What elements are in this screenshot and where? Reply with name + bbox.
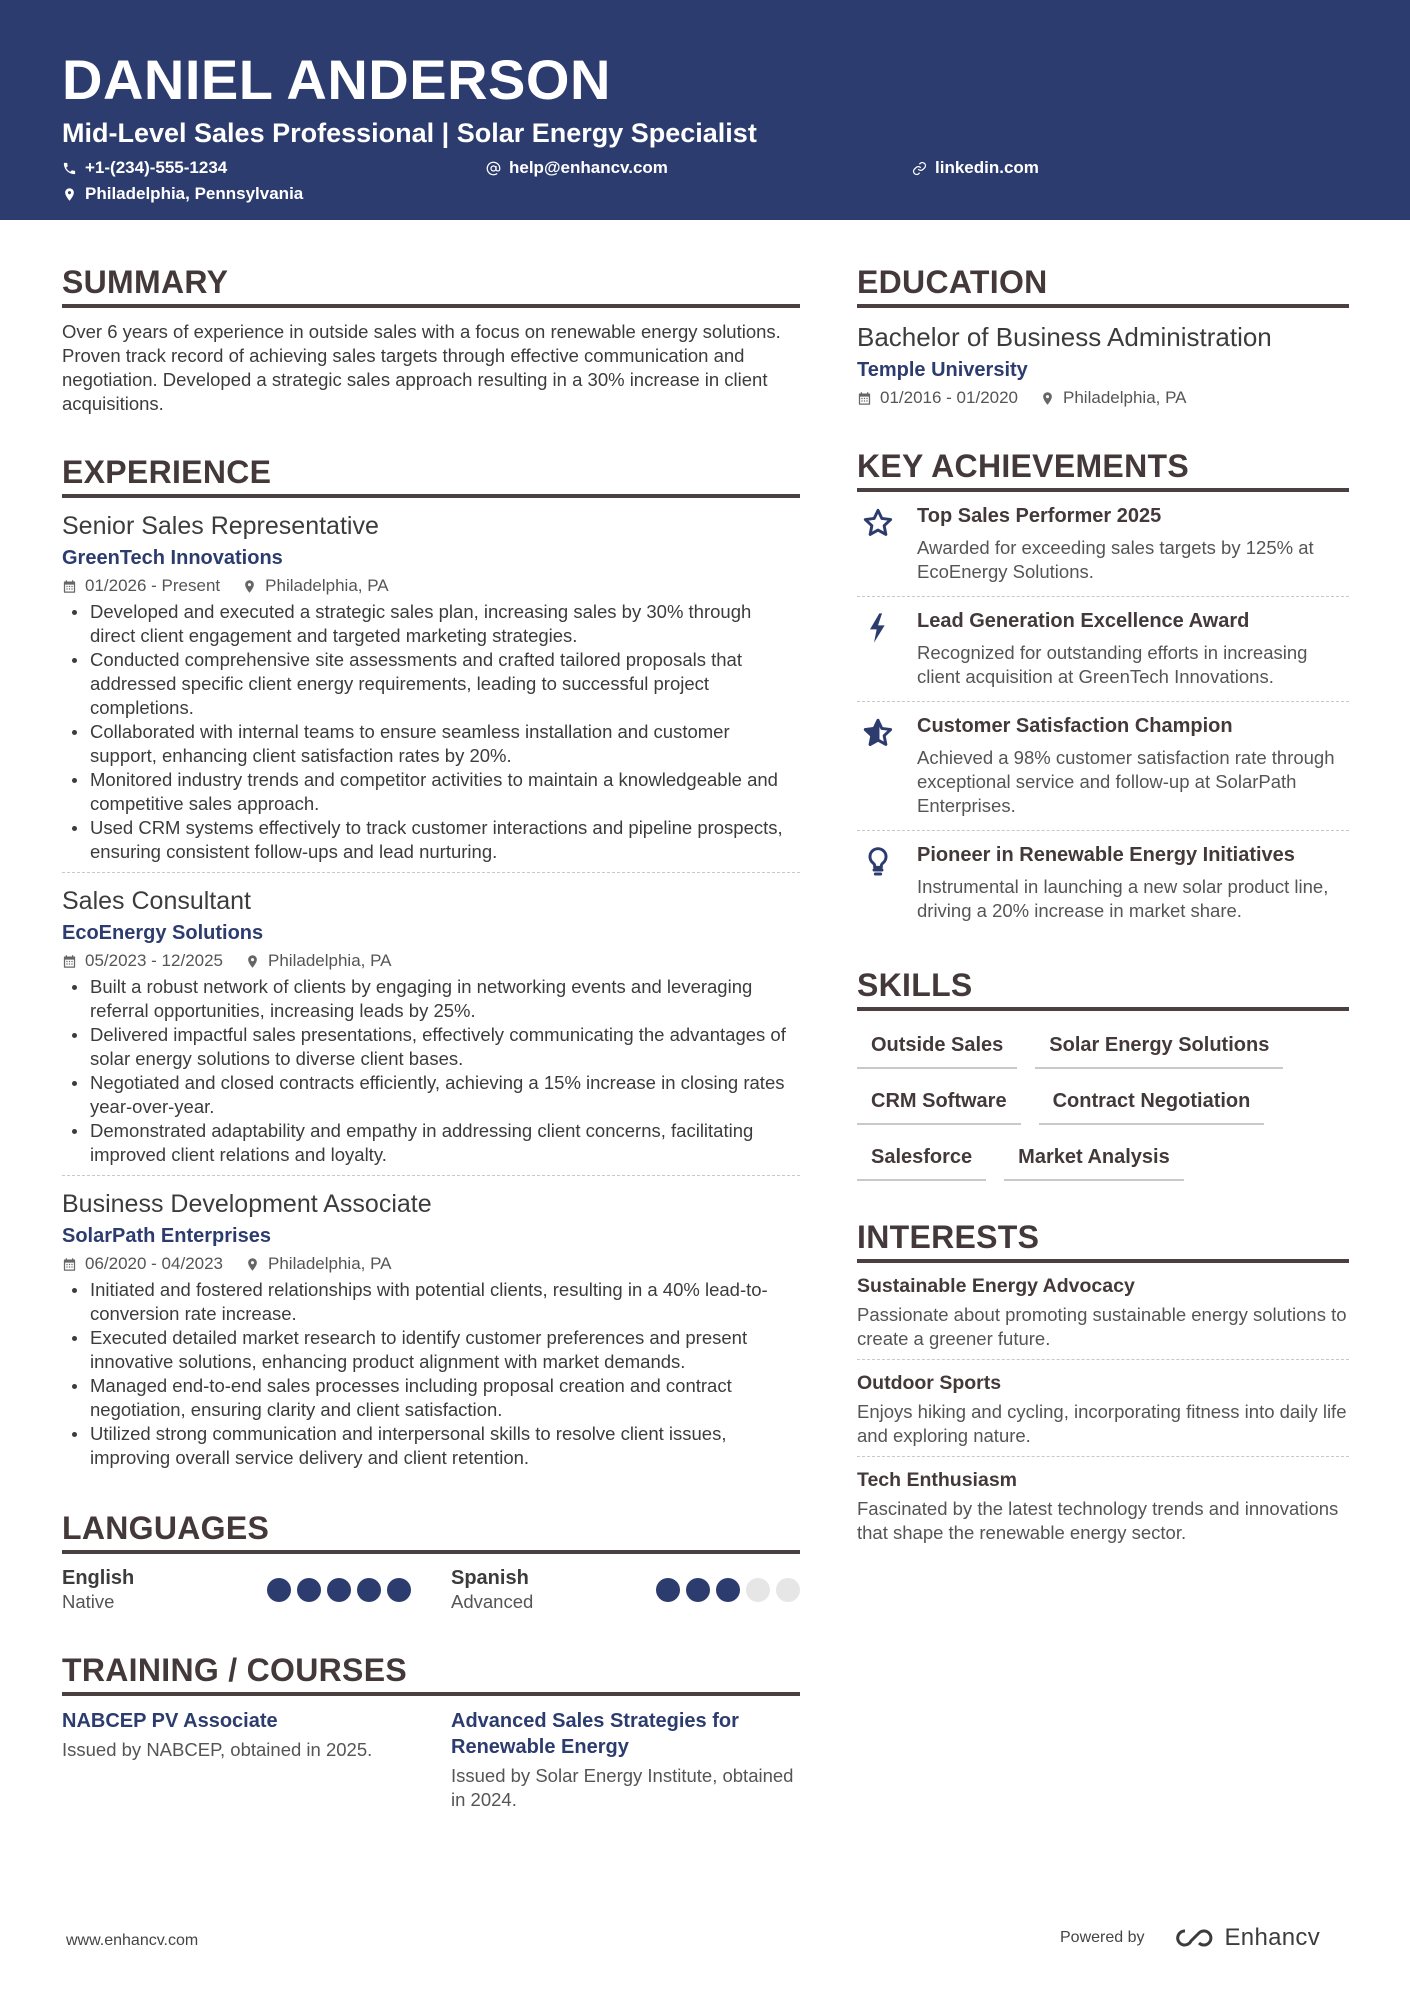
lightning-bolt-icon xyxy=(862,611,894,645)
location-pin-icon xyxy=(245,1257,260,1272)
achievement-title: Top Sales Performer 2025 xyxy=(917,505,1162,527)
job-entry xyxy=(62,1176,800,1478)
course-item xyxy=(62,1708,411,1812)
job-bullet: Executed detailed market research to identify customer preferences and present innovative solutions, enhancing product alignment with market demands. xyxy=(62,1326,800,1374)
language-item xyxy=(62,1566,411,1614)
job-bullet: Monitored industry trends and competitor activities to maintain a knowledgeable and competitive sales approach. xyxy=(62,768,800,816)
education-section xyxy=(857,262,1349,410)
interests-section xyxy=(857,1217,1349,1553)
language-item xyxy=(451,1566,800,1614)
education-location: Philadelphia, PA xyxy=(1063,388,1187,407)
linkedin-text: linkedin.com xyxy=(935,158,1039,177)
interest-title: Outdoor Sports xyxy=(857,1372,1002,1394)
interest-item xyxy=(857,1457,1349,1553)
enhancv-logo-icon xyxy=(1171,1926,1215,1950)
job-bullet: Developed and executed a strategic sales plan, increasing sales by 30% through direct client engagement and targeted marketing strategies. xyxy=(62,600,800,648)
location-pin-icon xyxy=(62,187,77,202)
rating-dot-empty xyxy=(776,1578,800,1602)
rating-dot-filled xyxy=(656,1578,680,1602)
skill-tag: Contract Negotiation xyxy=(1039,1083,1265,1125)
link-icon xyxy=(912,161,927,176)
contact-linkedin[interactable] xyxy=(912,158,1039,178)
skill-tag: Market Analysis xyxy=(1004,1139,1184,1181)
job-bullets xyxy=(62,1278,800,1470)
job-bullet: Initiated and fostered relationships with potential clients, resulting in a 40% lead-to-conversion rate increase. xyxy=(62,1278,800,1326)
skill-tag: Solar Energy Solutions xyxy=(1035,1027,1283,1069)
language-name: Spanish xyxy=(451,1567,529,1589)
calendar-icon xyxy=(62,1257,77,1272)
course-desc: Issued by NABCEP, obtained in 2025. xyxy=(62,1739,373,1760)
star-half-icon xyxy=(862,716,894,750)
summary-heading: SUMMARY xyxy=(62,262,800,308)
achievement-item xyxy=(857,597,1349,702)
left-column xyxy=(62,262,800,1848)
job-location: Philadelphia, PA xyxy=(265,576,389,595)
experience-heading: EXPERIENCE xyxy=(62,452,800,498)
education-heading: EDUCATION xyxy=(857,262,1349,308)
contact-info xyxy=(62,158,1348,210)
education-meta xyxy=(857,386,1349,410)
rating-dot-filled xyxy=(716,1578,740,1602)
contact-location xyxy=(62,184,303,204)
brand-name: Enhancv xyxy=(1224,1924,1320,1951)
achievements-heading: KEY ACHIEVEMENTS xyxy=(857,446,1349,492)
job-dates: 01/2026 - Present xyxy=(85,576,221,595)
footer-website[interactable]: www.enhancv.com xyxy=(66,1932,199,1949)
interest-desc: Passionate about promoting sustainable energy solutions to create a greener future. xyxy=(857,1304,1347,1349)
achievement-desc: Awarded for exceeding sales targets by 125% at EcoEnergy Solutions. xyxy=(917,537,1314,582)
course-name: NABCEP PV Associate xyxy=(62,1710,278,1732)
interest-item xyxy=(857,1360,1349,1457)
at-sign-icon xyxy=(486,161,501,176)
job-entry xyxy=(62,873,800,1176)
courses-list xyxy=(62,1708,800,1812)
achievement-item xyxy=(857,492,1349,597)
achievement-title: Customer Satisfaction Champion xyxy=(917,715,1233,737)
contact-email[interactable] xyxy=(486,158,668,178)
candidate-name: DANIEL ANDERSON xyxy=(62,48,611,111)
calendar-icon xyxy=(857,391,872,406)
rating-dot-filled xyxy=(297,1578,321,1602)
job-bullet: Built a robust network of clients by engaging in networking events and leveraging referral opportunities, increasing leads by 25%. xyxy=(62,975,800,1023)
job-bullet: Used CRM systems effectively to track customer interactions and pipeline prospects, ensuring consistent follow-ups and lead nurturing. xyxy=(62,816,800,864)
calendar-icon xyxy=(62,579,77,594)
phone-icon xyxy=(62,161,77,176)
job-bullet: Conducted comprehensive site assessments and crafted tailored proposals that addressed specific client energy requirements, leading to successful project completions. xyxy=(62,648,800,720)
company-name: EcoEnergy Solutions xyxy=(62,922,264,944)
interest-item xyxy=(857,1263,1349,1360)
achievement-item xyxy=(857,702,1349,831)
job-meta xyxy=(62,574,800,598)
job-meta xyxy=(62,1252,800,1276)
interest-desc: Fascinated by the latest technology trends and innovations that shape the renewable energy sector. xyxy=(857,1498,1339,1543)
degree: Bachelor of Business Administration xyxy=(857,322,1272,352)
achievement-title: Lead Generation Excellence Award xyxy=(917,610,1250,632)
job-location: Philadelphia, PA xyxy=(268,951,392,970)
enhancv-logo[interactable] xyxy=(1171,1924,1321,1952)
training-section xyxy=(62,1650,800,1812)
job-bullet: Utilized strong communication and interpersonal skills to resolve client issues, improving overall service delivery and client retention. xyxy=(62,1422,800,1470)
rating-dot-empty xyxy=(746,1578,770,1602)
footer-branding xyxy=(1060,1924,1320,1952)
language-level: Native xyxy=(62,1591,115,1612)
skill-tag: Outside Sales xyxy=(857,1027,1017,1069)
rating-dot-filled xyxy=(686,1578,710,1602)
skill-tag: Salesforce xyxy=(857,1139,986,1181)
interest-desc: Enjoys hiking and cycling, incorporating fitness into daily life and exploring nature. xyxy=(857,1401,1347,1446)
right-column xyxy=(857,262,1349,1589)
location-pin-icon xyxy=(245,954,260,969)
contact-phone[interactable] xyxy=(62,158,227,178)
rating-dot-filled xyxy=(267,1578,291,1602)
rating-dot-filled xyxy=(357,1578,381,1602)
course-item xyxy=(451,1708,800,1812)
email-text: help@enhancv.com xyxy=(509,158,668,177)
job-title: Sales Consultant xyxy=(62,887,252,915)
location-pin-icon xyxy=(1040,391,1055,406)
education-dates: 01/2016 - 01/2020 xyxy=(880,388,1019,407)
job-bullets xyxy=(62,975,800,1167)
achievement-desc: Recognized for outstanding efforts in increasing client acquisition at GreenTech Innovations. xyxy=(917,642,1308,687)
languages-section xyxy=(62,1508,800,1614)
rating-dot-filled xyxy=(387,1578,411,1602)
job-bullets xyxy=(62,600,800,864)
lightbulb-icon xyxy=(862,845,894,879)
phone-text: +1-(234)-555-1234 xyxy=(85,158,228,177)
achievement-desc: Achieved a 98% customer satisfaction rate through exceptional service and follow-up at SolarPath Enterprises. xyxy=(917,747,1335,816)
interests-heading: INTERESTS xyxy=(857,1217,1349,1263)
summary-section xyxy=(62,262,800,416)
achievements-section xyxy=(857,446,1349,935)
job-title: Senior Sales Representative xyxy=(62,512,379,540)
company-name: GreenTech Innovations xyxy=(62,547,283,569)
job-bullet: Managed end-to-end sales processes including proposal creation and contract negotiation, ensuring clarity and client satisfaction. xyxy=(62,1374,800,1422)
achievement-desc: Instrumental in launching a new solar product line, driving a 20% increase in market share. xyxy=(917,876,1329,921)
job-bullet: Collaborated with internal teams to ensure seamless installation and customer support, enhancing client satisfaction rates by 20%. xyxy=(62,720,800,768)
job-location: Philadelphia, PA xyxy=(268,1254,392,1273)
interest-title: Sustainable Energy Advocacy xyxy=(857,1275,1135,1297)
summary-text: Over 6 years of experience in outside sales with a focus on renewable energy solutions. Proven track record of achieving sales targets through effective communication and negotiation. Developed a strategic sales approach resulting in a 30% increase in client acquisitions. xyxy=(62,321,781,414)
school-name: Temple University xyxy=(857,359,1028,381)
languages-heading: LANGUAGES xyxy=(62,1508,800,1554)
job-bullet: Delivered impactful sales presentations, effectively communicating the advantages of solar energy solutions to diverse client bases. xyxy=(62,1023,800,1071)
language-name: English xyxy=(62,1567,135,1589)
location-pin-icon xyxy=(242,579,257,594)
language-rating xyxy=(267,1578,411,1602)
course-name: Advanced Sales Strategies for Renewable Energy xyxy=(451,1710,739,1758)
experience-section xyxy=(62,452,800,1478)
job-title: Business Development Associate xyxy=(62,1190,432,1218)
company-name: SolarPath Enterprises xyxy=(62,1225,271,1247)
language-level: Advanced xyxy=(451,1591,534,1612)
job-entry xyxy=(62,498,800,873)
interest-title: Tech Enthusiasm xyxy=(857,1469,1018,1491)
course-desc: Issued by Solar Energy Institute, obtained in 2024. xyxy=(451,1765,794,1810)
skills-section xyxy=(857,965,1349,1181)
powered-by-label: Powered by xyxy=(1060,1929,1145,1946)
job-dates: 05/2023 - 12/2025 xyxy=(85,951,224,970)
language-rating xyxy=(656,1578,800,1602)
rating-dot-filled xyxy=(327,1578,351,1602)
job-dates: 06/2020 - 04/2023 xyxy=(85,1254,224,1273)
calendar-icon xyxy=(62,954,77,969)
location-text: Philadelphia, Pennsylvania xyxy=(85,184,304,203)
candidate-title: Mid-Level Sales Professional | Solar Energy Specialist xyxy=(62,118,757,148)
skills-list xyxy=(857,1027,1349,1181)
job-bullet: Demonstrated adaptability and empathy in addressing client concerns, facilitating improved client relations and loyalty. xyxy=(62,1119,800,1167)
job-bullet: Negotiated and closed contracts efficiently, achieving a 15% increase in closing rates year-over-year. xyxy=(62,1071,800,1119)
achievement-item xyxy=(857,831,1349,935)
languages-list xyxy=(62,1566,800,1614)
star-outline-icon xyxy=(862,506,894,540)
achievement-title: Pioneer in Renewable Energy Initiatives xyxy=(917,844,1295,866)
skills-heading: SKILLS xyxy=(857,965,1349,1011)
training-heading: TRAINING / COURSES xyxy=(62,1650,800,1696)
job-meta xyxy=(62,949,800,973)
skill-tag: CRM Software xyxy=(857,1083,1021,1125)
resume-header xyxy=(0,0,1410,220)
